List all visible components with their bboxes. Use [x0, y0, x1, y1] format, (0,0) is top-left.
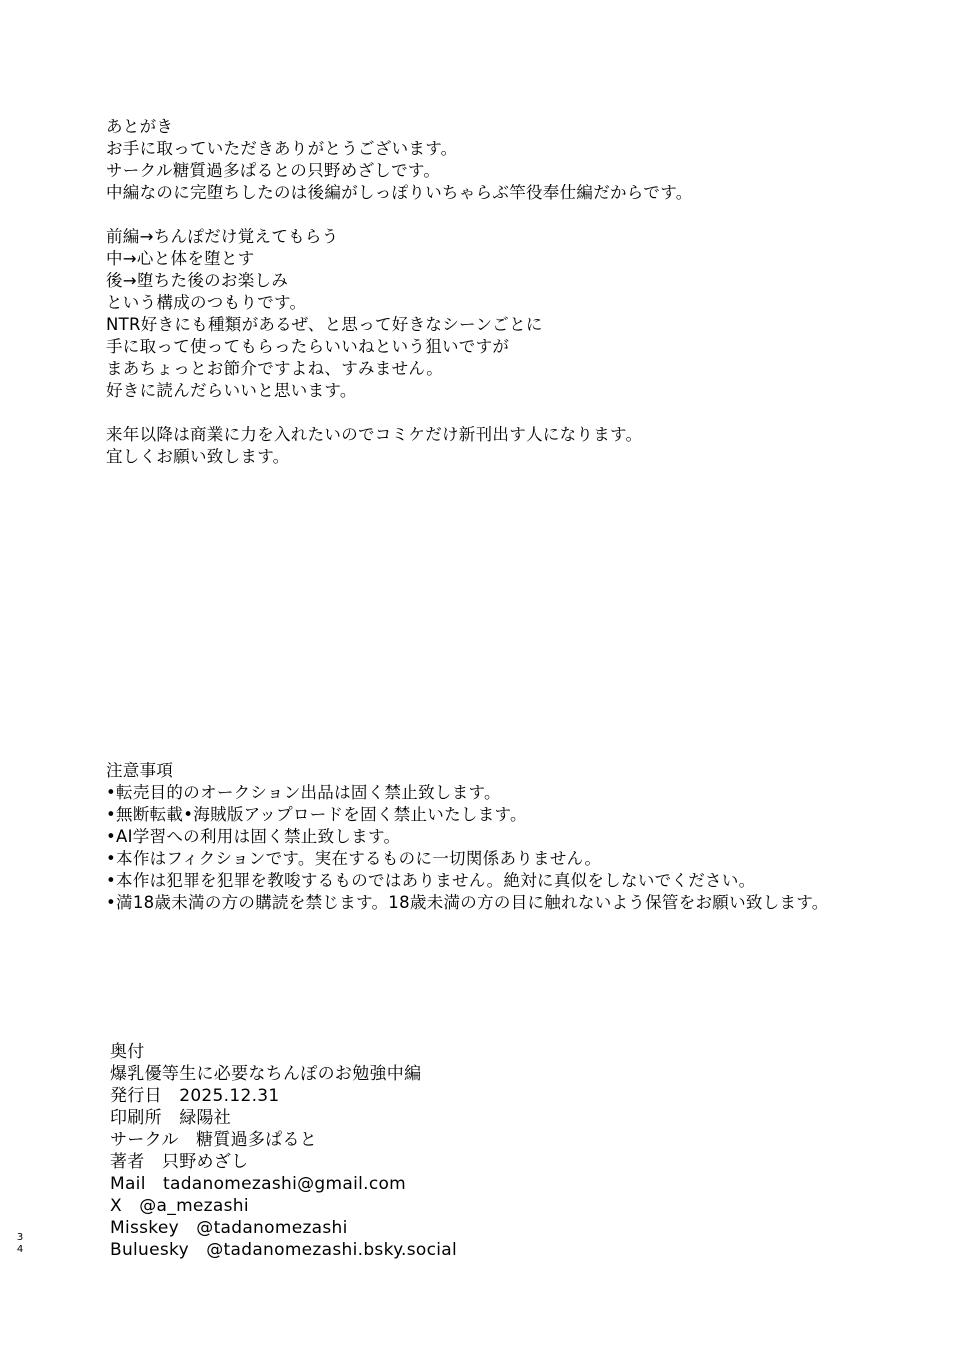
notices-section — [106, 760, 829, 914]
notice-item: •AI学習への利用は固く禁止致します。 — [106, 827, 401, 846]
contact-bluesky: Buluesky @tadanomezashi.bsky.social — [110, 1240, 458, 1260]
colophon-title: 奥付 — [110, 1042, 145, 1062]
colophon-section — [110, 1041, 457, 1261]
afterword-line: 好きに読んだらいいと思います。 — [106, 381, 357, 400]
afterword-line: まあちょっとお節介ですよね、すみません。 — [106, 359, 443, 378]
contact-mail: Mail tadanomezashi@gmail.com — [110, 1174, 407, 1194]
afterword-line: 宜しくお願い致します。 — [106, 447, 290, 466]
notices-title: 注意事項 — [106, 761, 174, 780]
notice-item: •無断転載•海賊版アップロードを固く禁止いたします。 — [106, 805, 527, 824]
afterword-line: 手に取って使ってもらったらいいねという狙いですが — [106, 337, 510, 356]
afterword-line: 後→堕ちた後のお楽しみ — [106, 271, 289, 290]
printer: 印刷所 緑陽社 — [110, 1108, 232, 1128]
contact-misskey: Misskey @tadanomezashi — [110, 1218, 348, 1238]
author-name: 著者 只野めざし — [110, 1152, 249, 1172]
afterword-line: 来年以降は商業に力を入れたいのでコミケだけ新刊出す人になります。 — [106, 425, 643, 444]
afterword-line: 前編→ちんぽだけ覚えてもらう — [106, 227, 339, 246]
paragraph-gap — [106, 204, 693, 226]
afterword-line: という構成のつもりです。 — [106, 293, 307, 312]
notice-item: •満18歳未満の方の購読を禁じます。18歳未満の方の目に触れないよう保管をお願い致します。 — [106, 893, 829, 912]
afterword-line: サークル糖質過多ぱるとの只野めざしです。 — [106, 161, 441, 180]
contact-x: X @a_mezashi — [110, 1196, 249, 1216]
afterword-section — [106, 116, 693, 468]
afterword-line: 中→心と体を堕とす — [106, 249, 255, 268]
notice-item: •本作は犯罪を犯罪を教唆するものではありません。絶対に真似をしないでください。 — [106, 871, 756, 890]
book-title: 爆乳優等生に必要なちんぽのお勉強中編 — [110, 1064, 422, 1084]
notice-item: •転売目的のオークション出品は固く禁止致します。 — [106, 783, 501, 802]
notice-item: •本作はフィクションです。実在するものに一切関係ありません。 — [106, 849, 602, 868]
afterword-line: NTR好きにも種類があるぜ、と思って好きなシーンごとに — [106, 315, 543, 334]
afterword-heading: あとがき — [106, 117, 174, 136]
afterword-line: 中編なのに完堕ちしたのは後編がしっぽりいちゃらぶ竿役奉仕編だからです。 — [106, 183, 693, 202]
publish-date: 発行日 2025.12.31 — [110, 1086, 280, 1106]
circle-name: サークル 糖質過多ぱると — [110, 1130, 318, 1150]
page-number: 34 — [16, 1232, 24, 1255]
afterword-line: お手に取っていただきありがとうございます。 — [106, 139, 458, 158]
paragraph-gap — [106, 402, 693, 424]
